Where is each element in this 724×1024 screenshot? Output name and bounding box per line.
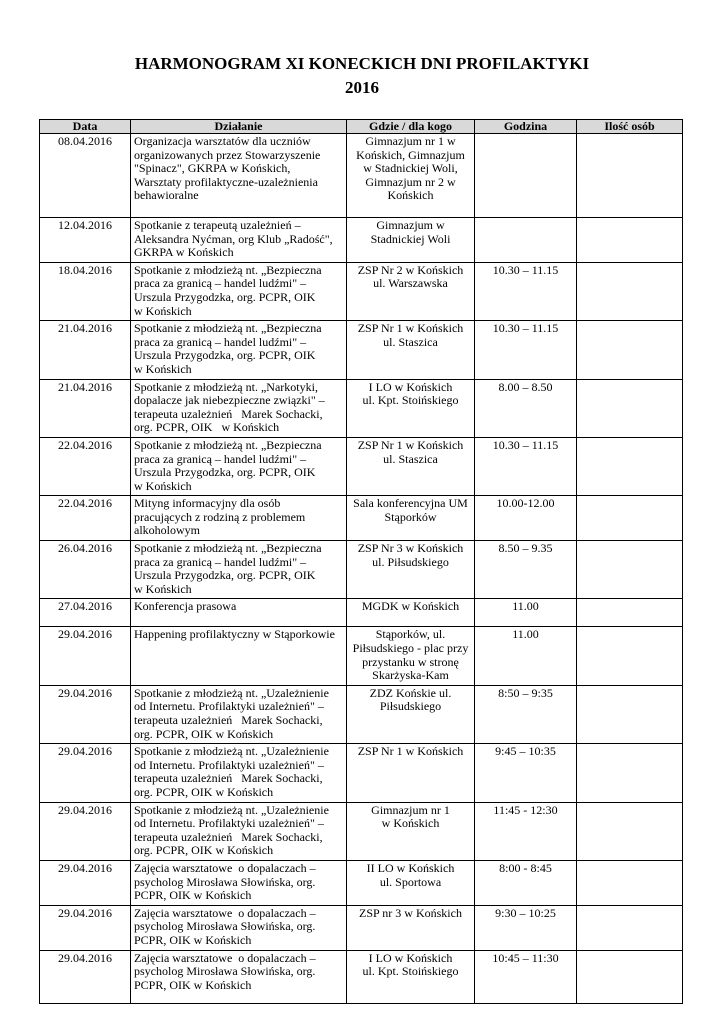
cell-action bbox=[131, 379, 347, 437]
cell-date: 22.04.2016 bbox=[40, 496, 131, 541]
action-line: organizowanych przez Stowarzyszenie bbox=[134, 147, 321, 162]
action-line: behawioralne bbox=[134, 188, 199, 203]
where-line: ZSP Nr 1 w Końskich bbox=[357, 744, 464, 759]
cell-action bbox=[131, 496, 347, 541]
cell-date: 22.04.2016 bbox=[40, 437, 131, 495]
cell-count bbox=[577, 496, 683, 541]
cell-action bbox=[131, 744, 347, 802]
where-line: ul. Piłsudskiego bbox=[372, 554, 449, 569]
cell-date: 08.04.2016 bbox=[40, 134, 131, 218]
action-line: Konferencja prasowa bbox=[134, 599, 237, 614]
action-line: GKRPA w Końskich bbox=[134, 245, 234, 260]
table-row bbox=[40, 860, 683, 905]
cell-time bbox=[475, 134, 577, 218]
cell-count bbox=[577, 744, 683, 802]
document-title bbox=[0, 52, 724, 100]
cell-time: 8.00 – 8.50 bbox=[475, 379, 577, 437]
cell-action bbox=[131, 134, 347, 218]
where-line: Stadnickiej Woli bbox=[370, 231, 451, 246]
cell-date: 12.04.2016 bbox=[40, 218, 131, 263]
action-line: w Końskich bbox=[134, 361, 192, 376]
header-action: Działanie bbox=[131, 120, 347, 134]
action-line: Urszula Przygodzka, org. PCPR, OIK bbox=[134, 348, 316, 363]
cell-time: 10.30 – 11.15 bbox=[475, 262, 577, 320]
cell-action bbox=[131, 321, 347, 379]
cell-count bbox=[577, 860, 683, 905]
action-line: praca za granicą – handel ludźmi" – bbox=[134, 451, 307, 466]
where-line: Końskich, Gimnazjum bbox=[356, 147, 465, 162]
action-line: psycholog Mirosława Słowińska, org. bbox=[134, 964, 316, 979]
header-date: Data bbox=[40, 120, 131, 134]
where-line: I LO w Końskich bbox=[368, 950, 453, 965]
action-line: org. PCPR, OIK w Końskich bbox=[134, 420, 280, 435]
cell-date: 29.04.2016 bbox=[40, 685, 131, 743]
cell-where bbox=[347, 802, 475, 860]
where-line: Piłsudskiego bbox=[379, 699, 442, 714]
action-line: psycholog Mirosława Słowińska, org. bbox=[134, 919, 316, 934]
cell-action bbox=[131, 905, 347, 950]
cell-count bbox=[577, 599, 683, 627]
cell-action bbox=[131, 802, 347, 860]
action-line: Happening profilaktyczny w Stąporkowie bbox=[134, 627, 335, 642]
cell-count bbox=[577, 262, 683, 320]
table-row bbox=[40, 321, 683, 379]
cell-date: 21.04.2016 bbox=[40, 321, 131, 379]
where-line: Gimnazjum nr 1 bbox=[371, 802, 450, 817]
where-line: ul. Staszica bbox=[383, 451, 438, 466]
where-line: ZSP Nr 3 w Końskich bbox=[357, 541, 464, 556]
table-row bbox=[40, 134, 683, 218]
action-line: terapeuta uzależnień Marek Sochacki, bbox=[134, 713, 323, 727]
cell-count bbox=[577, 905, 683, 950]
cell-action bbox=[131, 860, 347, 905]
cell-action bbox=[131, 685, 347, 743]
cell-where bbox=[347, 379, 475, 437]
cell-time: 8:50 – 9:35 bbox=[475, 685, 577, 743]
cell-time: 9:45 – 10:35 bbox=[475, 744, 577, 802]
cell-action bbox=[131, 437, 347, 495]
cell-time: 10.00-12.00 bbox=[475, 496, 577, 541]
table-row bbox=[40, 541, 683, 599]
action-line: Spotkanie z młodzieżą nt. „Bezpieczna bbox=[134, 437, 322, 452]
action-line: org. PCPR, OIK w Końskich bbox=[134, 784, 274, 799]
action-line: praca za granicą – handel ludźmi" – bbox=[134, 334, 307, 349]
cell-time bbox=[475, 218, 577, 263]
where-line: Gimnazjum w bbox=[376, 218, 445, 232]
where-line: ul. Staszica bbox=[383, 334, 438, 349]
action-line: od Internetu. Profilaktyki uzależnień" – bbox=[134, 757, 324, 772]
action-line: org. PCPR, OIK w Końskich bbox=[134, 843, 274, 858]
action-line: Urszula Przygodzka, org. PCPR, OIK bbox=[134, 465, 316, 480]
cell-date: 29.04.2016 bbox=[40, 627, 131, 685]
table-row bbox=[40, 379, 683, 437]
cell-time: 8:00 - 8:45 bbox=[475, 860, 577, 905]
cell-date: 27.04.2016 bbox=[40, 599, 131, 627]
table-row bbox=[40, 802, 683, 860]
where-line: Piłsudskiego - plac przy bbox=[352, 641, 469, 656]
cell-action bbox=[131, 218, 347, 263]
action-line: Urszula Przygodzka, org. PCPR, OIK bbox=[134, 289, 316, 304]
action-line: Organizacja warsztatów dla uczniów bbox=[134, 134, 311, 148]
action-line: Spotkanie z młodzieżą nt. „Narkotyki, bbox=[134, 379, 318, 394]
cell-time: 10:45 – 11:30 bbox=[475, 950, 577, 1003]
action-line: Spotkanie z młodzieżą nt. „Uzależnienie bbox=[134, 685, 329, 700]
action-line: Mityng informacyjny dla osób bbox=[134, 496, 281, 511]
cell-count bbox=[577, 134, 683, 218]
action-line: PCPR, OIK w Końskich bbox=[134, 932, 252, 947]
header-time: Godzina bbox=[475, 120, 577, 134]
cell-date: 29.04.2016 bbox=[40, 905, 131, 950]
where-line: Stąporków, ul. bbox=[375, 627, 446, 642]
cell-date: 29.04.2016 bbox=[40, 802, 131, 860]
cell-date: 29.04.2016 bbox=[40, 744, 131, 802]
action-line: od Internetu. Profilaktyki uzależnień" – bbox=[134, 816, 324, 831]
action-line: org. PCPR, OIK w Końskich bbox=[134, 726, 274, 741]
action-line: dopalacze jak niebezpieczne związki" – bbox=[134, 393, 325, 408]
action-line: Zajęcia warsztatowe o dopalaczach – bbox=[134, 905, 316, 920]
table-row bbox=[40, 218, 683, 263]
action-line: Spotkanie z młodzieżą nt. „Bezpieczna bbox=[134, 321, 322, 336]
action-line: Urszula Przygodzka, org. PCPR, OIK bbox=[134, 568, 316, 583]
table-row bbox=[40, 599, 683, 627]
where-line: Stąporków bbox=[384, 509, 437, 524]
cell-count bbox=[577, 685, 683, 743]
action-line: "Spinacz", GKRPA w Końskich, bbox=[134, 161, 291, 176]
cell-where bbox=[347, 437, 475, 495]
action-line: terapeuta uzależnień Marek Sochacki, bbox=[134, 771, 323, 786]
action-line: Spotkanie z młodzieżą nt. „Uzależnienie bbox=[134, 744, 329, 759]
cell-date: 18.04.2016 bbox=[40, 262, 131, 320]
cell-where bbox=[347, 860, 475, 905]
cell-where bbox=[347, 496, 475, 541]
action-line: psycholog Mirosława Słowińska, org. bbox=[134, 874, 316, 889]
where-line: w Stadnickiej Woli, bbox=[363, 161, 458, 176]
cell-action bbox=[131, 541, 347, 599]
where-line: Gimnazjum nr 2 w bbox=[365, 174, 456, 189]
table-row bbox=[40, 744, 683, 802]
cell-action bbox=[131, 627, 347, 685]
action-line: praca za granicą – handel ludźmi" – bbox=[134, 554, 307, 569]
where-line: ul. Warszawska bbox=[373, 276, 448, 291]
action-line: pracujących z rodziną z problemem bbox=[134, 509, 306, 524]
cell-count bbox=[577, 950, 683, 1003]
cell-count bbox=[577, 218, 683, 263]
cell-count bbox=[577, 627, 683, 685]
cell-where bbox=[347, 262, 475, 320]
cell-where bbox=[347, 744, 475, 802]
cell-where bbox=[347, 627, 475, 685]
where-line: I LO w Końskich bbox=[368, 379, 453, 394]
where-line: ZSP Nr 1 w Końskich bbox=[357, 321, 464, 336]
cell-action bbox=[131, 599, 347, 627]
cell-date: 29.04.2016 bbox=[40, 860, 131, 905]
cell-date: 26.04.2016 bbox=[40, 541, 131, 599]
cell-count bbox=[577, 541, 683, 599]
where-line: ZSP nr 3 w Końskich bbox=[359, 905, 462, 920]
cell-time: 11.00 bbox=[475, 599, 577, 627]
table-row bbox=[40, 627, 683, 685]
action-line: PCPR, OIK w Końskich bbox=[134, 977, 252, 992]
action-line: w Końskich bbox=[134, 303, 192, 318]
action-line: Zajęcia warsztatowe o dopalaczach – bbox=[134, 860, 316, 875]
table-row bbox=[40, 905, 683, 950]
cell-where bbox=[347, 134, 475, 218]
cell-time: 10.30 – 11.15 bbox=[475, 437, 577, 495]
title-line-2: 2016 bbox=[345, 78, 379, 97]
table-header-row bbox=[40, 120, 683, 134]
header-count: Ilość osób bbox=[577, 120, 683, 134]
action-line: Aleksandra Nyćman, org Klub „Radość", bbox=[134, 231, 333, 246]
where-line: MGDK w Końskich bbox=[361, 599, 460, 614]
cell-time: 10.30 – 11.15 bbox=[475, 321, 577, 379]
table-row bbox=[40, 437, 683, 495]
cell-action bbox=[131, 262, 347, 320]
cell-count bbox=[577, 321, 683, 379]
cell-where bbox=[347, 218, 475, 263]
cell-time: 8.50 – 9.35 bbox=[475, 541, 577, 599]
cell-where bbox=[347, 950, 475, 1003]
cell-time: 9:30 – 10:25 bbox=[475, 905, 577, 950]
cell-count bbox=[577, 802, 683, 860]
where-line: ul. Kpt. Stoińskiego bbox=[362, 964, 459, 979]
action-line: praca za granicą – handel ludźmi" – bbox=[134, 276, 307, 291]
where-line: Końskich bbox=[387, 188, 434, 203]
cell-where bbox=[347, 599, 475, 627]
where-line: ZSP Nr 1 w Końskich bbox=[357, 437, 464, 452]
cell-date: 29.04.2016 bbox=[40, 950, 131, 1003]
where-line: Gimnazjum nr 1 w bbox=[365, 134, 456, 148]
cell-date: 21.04.2016 bbox=[40, 379, 131, 437]
table-row bbox=[40, 496, 683, 541]
action-line: Spotkanie z młodzieżą nt. „Bezpieczna bbox=[134, 262, 322, 277]
action-line: Zajęcia warsztatowe o dopalaczach – bbox=[134, 950, 316, 965]
where-line: w Końskich bbox=[381, 816, 440, 831]
action-line: w Końskich bbox=[134, 478, 192, 493]
action-line: PCPR, OIK w Końskich bbox=[134, 888, 252, 903]
where-line: II LO w Końskich bbox=[366, 860, 455, 875]
where-line: ul. Kpt. Stoińskiego bbox=[362, 393, 459, 408]
table-row bbox=[40, 262, 683, 320]
where-line: Skarżyska-Kam bbox=[372, 668, 449, 683]
header-where: Gdzie / dla kogo bbox=[347, 120, 475, 134]
where-line: ul. Sportowa bbox=[379, 874, 442, 889]
action-line: terapeuta uzależnień Marek Sochacki, bbox=[134, 406, 323, 421]
cell-count bbox=[577, 379, 683, 437]
cell-where bbox=[347, 685, 475, 743]
schedule-table bbox=[39, 119, 683, 1004]
table-row bbox=[40, 950, 683, 1003]
action-line: od Internetu. Profilaktyki uzależnień" – bbox=[134, 699, 324, 714]
action-line: Spotkanie z terapeutą uzależnień – bbox=[134, 218, 301, 232]
action-line: Spotkanie z młodzieżą nt. „Uzależnienie bbox=[134, 802, 329, 817]
where-line: ZSP Nr 2 w Końskich bbox=[357, 262, 464, 277]
action-line: Warsztaty profilaktyczne-uzależnienia bbox=[134, 174, 318, 189]
cell-time: 11:45 - 12:30 bbox=[475, 802, 577, 860]
action-line: Spotkanie z młodzieżą nt. „Bezpieczna bbox=[134, 541, 322, 556]
cell-count bbox=[577, 437, 683, 495]
cell-action bbox=[131, 950, 347, 1003]
cell-time: 11.00 bbox=[475, 627, 577, 685]
where-line: przystanku w stronę bbox=[362, 654, 459, 669]
action-line: w Końskich bbox=[134, 581, 192, 596]
cell-where bbox=[347, 905, 475, 950]
cell-where bbox=[347, 321, 475, 379]
cell-where bbox=[347, 541, 475, 599]
action-line: terapeuta uzależnień Marek Sochacki, bbox=[134, 829, 323, 844]
where-line: Sala konferencyjna UM bbox=[353, 496, 468, 511]
where-line: ZDZ Końskie ul. bbox=[369, 685, 452, 700]
table-row bbox=[40, 685, 683, 743]
action-line: alkoholowym bbox=[134, 523, 200, 538]
title-line-1: HARMONOGRAM XI KONECKICH DNI PROFILAKTYKI bbox=[134, 54, 590, 73]
